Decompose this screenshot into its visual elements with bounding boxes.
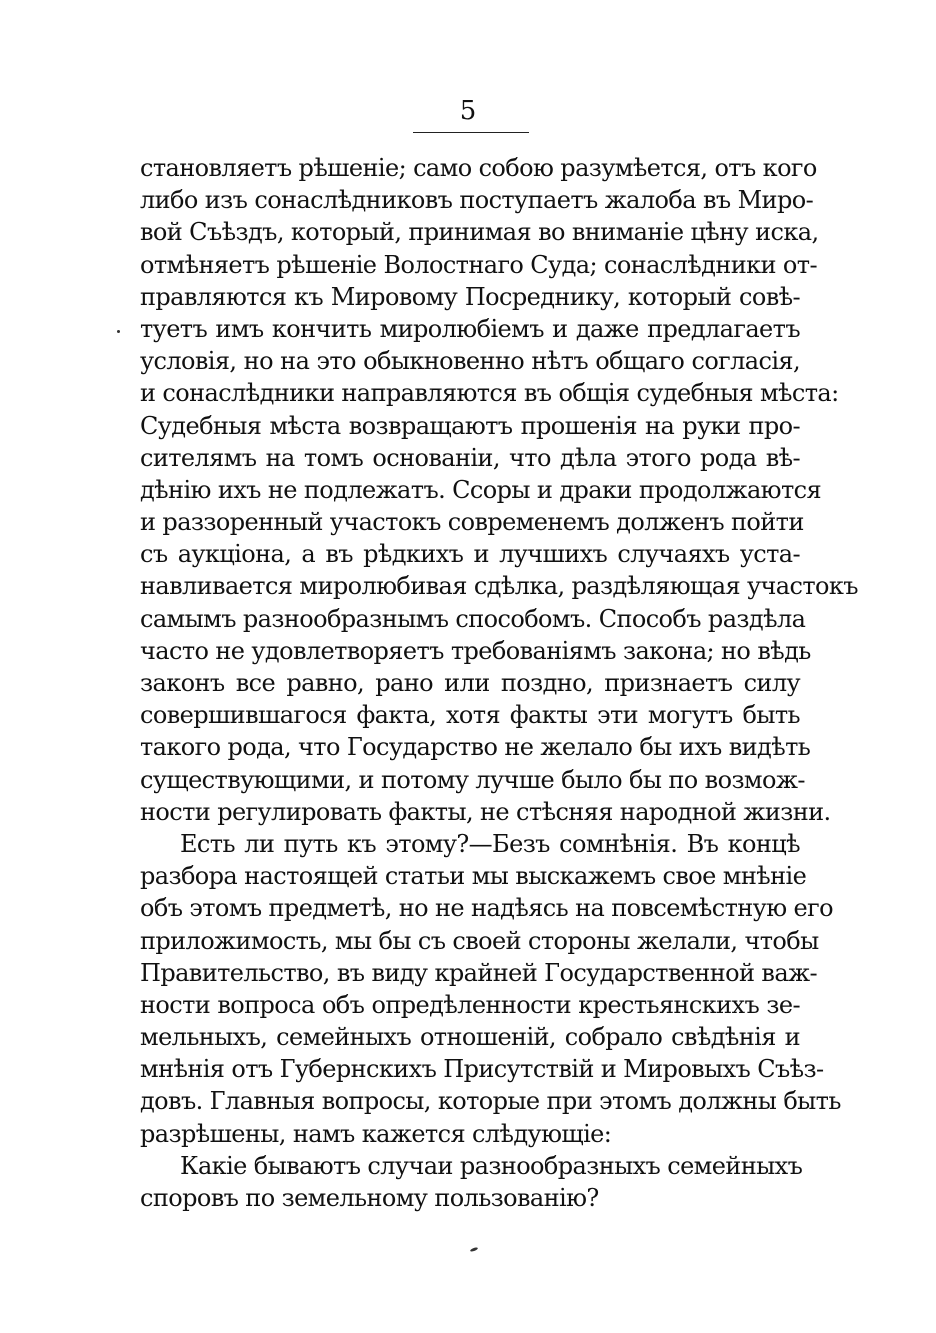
text-line: объ этомъ предметѣ, но не надѣясь на повсемѣстную его (140, 894, 833, 923)
text-line: дѣнію ихъ не подлежатъ. Ссоры и драки продолжаются (140, 475, 822, 504)
text-line: споровъ по земельному пользованію? (140, 1184, 599, 1212)
text-line: вой Съѣздъ, который, принимая во вниманіе цѣну иска, (140, 218, 819, 247)
text-line: становляетъ рѣшеніе; само собою разумѣется, отъ кого (140, 154, 817, 182)
text-line: мельныхъ, семейныхъ отношеній, собрало свѣдѣнія и (140, 1023, 800, 1052)
text-line: существующими, и потому лучше было бы по возмож- (140, 765, 805, 794)
text-line: довъ. Главныя вопросы, которые при этомъ должны быть (140, 1087, 841, 1116)
text-line: законъ все равно, рано или поздно, признаетъ силу (140, 669, 800, 697)
text-line: часто не удовлетворяетъ требованіямъ закона; но вѣдь (140, 636, 811, 665)
text-line: либо изъ сонаслѣдниковъ поступаетъ жалоба въ Миро- (140, 186, 814, 215)
paragraph-start-line: Есть ли путь къ этому?—Безъ сомнѣнія. Въ концѣ (180, 829, 800, 858)
text-line: такого рода, что Государство не желало бы ихъ видѣть (140, 733, 811, 762)
text-line: съ аукціона, а въ рѣдкихъ и лучшихъ случаяхъ уста- (140, 540, 800, 569)
text-line: ности регулировать факты, не стѣсняя народной жизни. (140, 797, 831, 826)
body-text (140, 152, 858, 1214)
text-line: отмѣняетъ рѣшеніе Волостнаго Суда; сонаслѣдники от- (140, 250, 817, 279)
text-line: и сонаслѣдники направляются въ общія судебныя мѣста: (140, 379, 839, 408)
text-line: ности вопроса объ опредѣленности крестьянскихъ зе- (140, 990, 800, 1019)
text-line: разбора настоящей статьи мы выскажемъ свое мнѣніе (140, 862, 807, 891)
text-line: приложимость, мы бы съ своей стороны желали, чтобы (140, 926, 819, 955)
page-number: 5 (459, 96, 477, 126)
margin-speck (117, 330, 120, 333)
text-line: Правительство, въ виду крайней Государственной важ- (140, 958, 818, 987)
text-line: мнѣнія отъ Губернскихъ Присутствій и Мировыхъ Съѣз- (140, 1055, 824, 1084)
header-rule (413, 132, 529, 133)
bottom-speck (470, 1247, 479, 1253)
text-line: правляются къ Мировому Посреднику, который совѣ- (140, 282, 800, 311)
paragraph-start-line: Какіе бываютъ случаи разнообразныхъ семейныхъ (180, 1151, 803, 1180)
text-line: самымъ разнообразнымъ способомъ. Способъ раздѣла (140, 604, 806, 633)
text-line: и раззоренный участокъ современемъ долженъ пойти (140, 508, 804, 537)
text-line: условія, но на это обыкновенно нѣтъ общаго согласія, (140, 347, 800, 376)
text-line: разрѣшены, намъ кажется слѣдующіе: (140, 1119, 612, 1148)
text-line: сителямъ на томъ основаніи, что дѣла этого рода вѣ- (140, 443, 800, 472)
text-line: навливается миролюбивая сдѣлка, раздѣляющая участокъ (140, 572, 858, 601)
text-line: Судебныя мѣста возвращаютъ прошенія на руки про- (140, 411, 800, 440)
text-line: совершившагося факта, хотя факты эти могутъ быть (140, 701, 800, 730)
text-line: туетъ имъ кончить миролюбіемъ и даже предлагаетъ (140, 314, 800, 343)
